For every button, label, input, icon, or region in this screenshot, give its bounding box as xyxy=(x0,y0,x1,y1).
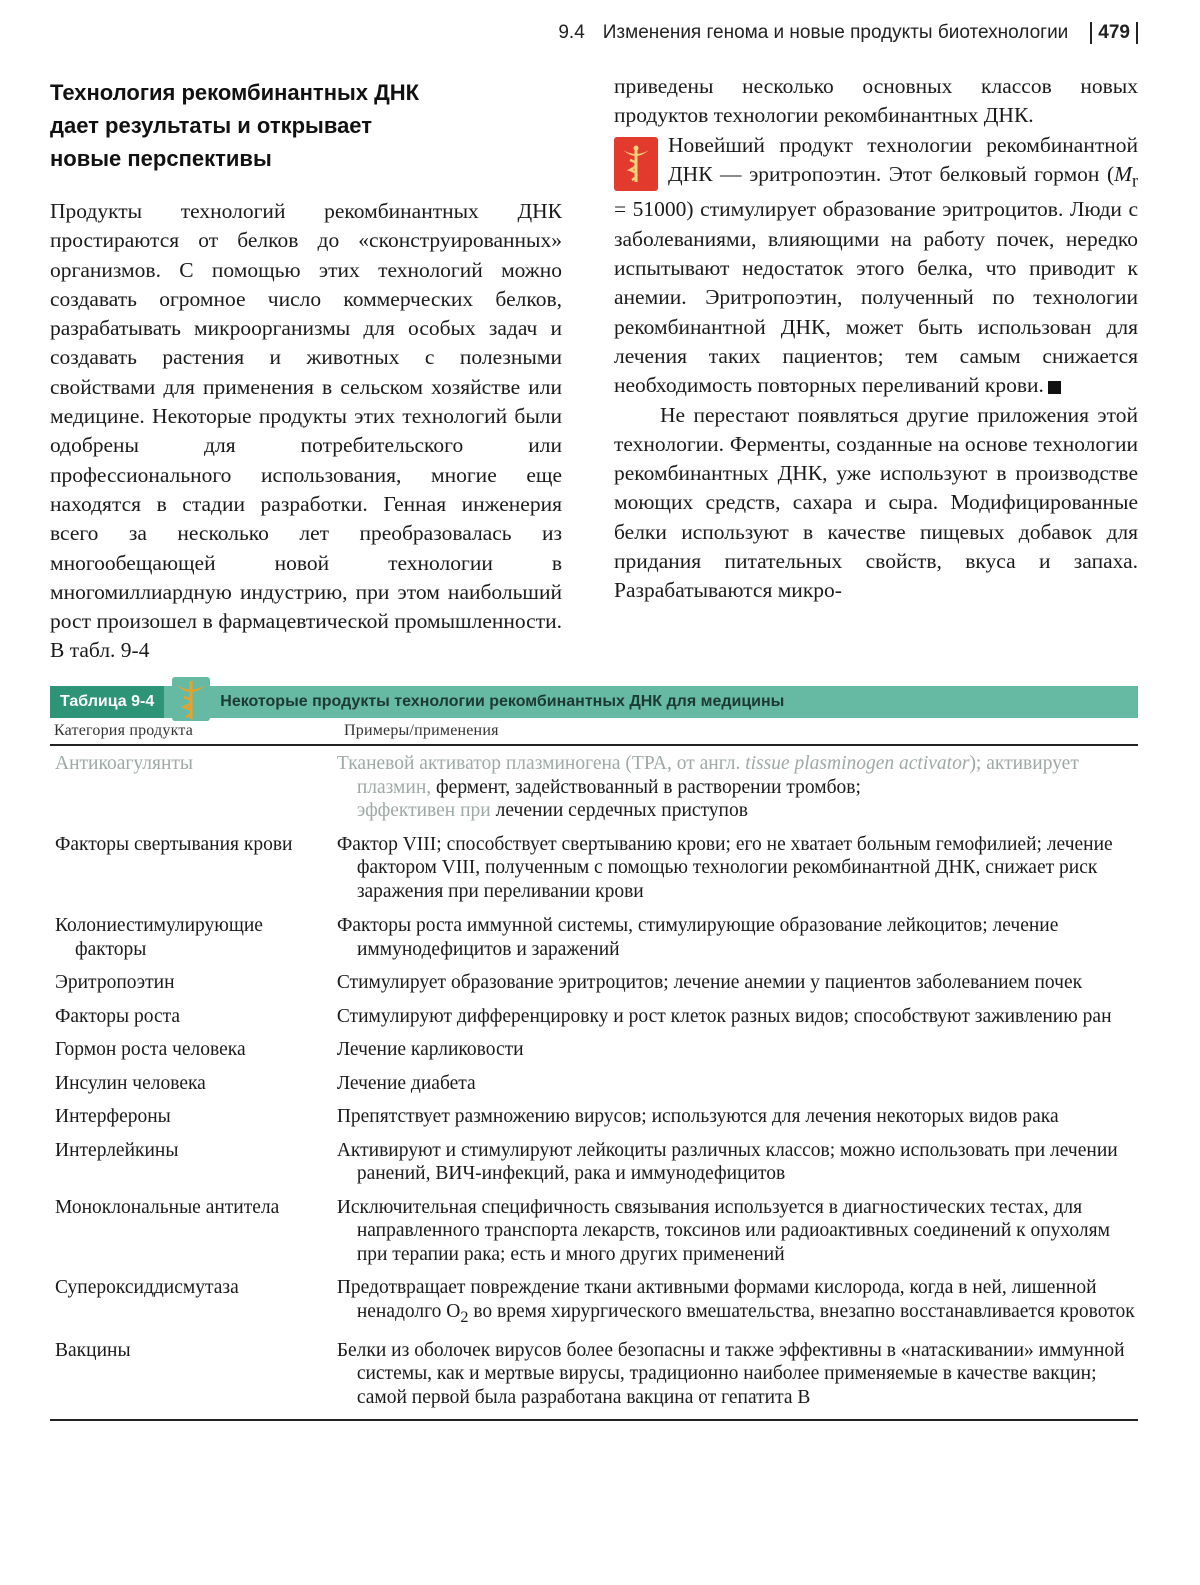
body-paragraph: Продукты технологий рекомбинантных ДНК простираются от белков до «сконструированных» организмов. С помощью этих технологий можно создавать огромное число коммерческих белков, разрабатывать микроорганизмы для особых задач и создавать растения и животных с полезными свойствами для применения в сельском хозяйстве или медицине. Некоторые продукты этих технологий были одобрены для потребительского или профессионального использования, многие еще находятся в стадии разработки. Генная инженерия всего за несколько лет преобразовалась из многообещающей новой технологии в многомиллиардную индустрию, при этом наибольший рост произошел в фармацевтической промышленности. В табл. 9-4 xyxy=(50,199,562,663)
medical-note xyxy=(614,131,1138,401)
row-category: Супероксиддисмутаза xyxy=(55,1277,239,1298)
row-examples: Фактор VIII; способствует свертыванию крови; его не хватает больным гемофилией; лечение фактором VIII, полученным с помощью технологии рекомбинантной ДНК, снижает риск заражения при переливании крови xyxy=(336,833,1113,902)
row-examples: Белки из оболочек вирусов более безопасны и также эффективны в «натаскивании» иммунной системы, как и мертвые вирусы, традиционно наиболее применяемые в качестве вакцин; самой первой была разработана вакцина от гепатита В xyxy=(336,1339,1125,1408)
table-row xyxy=(50,1005,1138,1029)
table-row xyxy=(50,1105,1138,1129)
row-examples: Стимулирует образование эритроцитов; лечение анемии у пациентов заболеванием почек xyxy=(336,972,1083,993)
row-text: во время хирургического вмешательства, внезапно восстанавливается кровоток xyxy=(468,1300,1135,1322)
row-text: фермент, задействованный в растворении тромбов; xyxy=(431,776,861,798)
page-number: 479 xyxy=(1090,22,1138,44)
table-header-bar xyxy=(50,686,1138,718)
row-examples: Препятствует размножению вирусов; используются для лечения некоторых видов рака xyxy=(336,1106,1059,1127)
table-row xyxy=(50,1072,1138,1096)
mr-symbol: M xyxy=(1114,161,1133,186)
table-row xyxy=(50,1139,1138,1186)
table-row xyxy=(50,914,1138,961)
row-examples: Лечение карликовости xyxy=(336,1039,524,1060)
running-head xyxy=(556,18,1138,48)
row-text: Тканевой активатор плазминогена (TPA, от англ. xyxy=(336,753,746,774)
left-column xyxy=(50,72,562,666)
table-label: Таблица 9-4 xyxy=(50,686,164,718)
row-examples: Активируют и стимулируют лейкоциты различных классов; можно использовать при лечении ранений, ВИЧ-инфекций, рака и иммунодефицитов xyxy=(336,1139,1118,1184)
row-category: Вакцины xyxy=(55,1339,131,1361)
row-examples: Лечение диабета xyxy=(336,1072,476,1094)
row-text: ); активирует плазмин, xyxy=(356,753,1079,798)
products-table xyxy=(50,686,1138,1421)
o2-subscript: 2 xyxy=(460,1307,469,1326)
table-row xyxy=(50,1196,1138,1267)
right-column xyxy=(614,72,1138,606)
table-row xyxy=(50,1276,1138,1329)
heading-line-2: дает результаты и открывает xyxy=(50,113,373,138)
running-head-title: Изменения генома и новые продукты биотехнологии xyxy=(602,22,1069,43)
row-text: эффективен при xyxy=(356,800,491,821)
section-number: 9.4 xyxy=(558,22,585,43)
caduceus-icon xyxy=(614,137,658,191)
row-text: лечении сердечных приступов xyxy=(490,800,748,821)
continuation-paragraph: приведены несколько основных классов новых продуктов технологии рекомбинантных ДНК. xyxy=(614,74,1138,128)
row-examples: Факторы роста иммунной системы, стимулирующие образование лейкоцитов; лечение иммунодефицитов и заражений xyxy=(336,915,1059,960)
row-examples xyxy=(337,1276,1138,1329)
table-row xyxy=(50,752,1138,823)
row-italic-text: tissue plasminogen activator xyxy=(745,753,970,774)
table-column-headers xyxy=(50,718,1138,746)
row-text: Предотвращает повреждение ткани активными формами кислорода, когда в ней, лишенной ненадолго O xyxy=(336,1277,1097,1322)
row-category: Факторы свертывания крови xyxy=(55,833,293,855)
section-heading xyxy=(50,76,562,175)
mr-subscript: r xyxy=(1132,170,1138,191)
row-category: Антикоагулянты xyxy=(55,753,194,774)
table-row xyxy=(50,971,1138,995)
caduceus-icon xyxy=(172,677,210,721)
heading-line-3: новые перспективы xyxy=(50,146,272,171)
note-text-a: Новейший продукт технологии рекомбинантной ДНК — эритропоэтин. Этот белковый гормон ( xyxy=(668,132,1138,186)
table-bottom-rule xyxy=(50,1419,1138,1421)
table-title: Некоторые продукты технологии рекомбинантных ДНК для медицины xyxy=(220,693,785,710)
table-body xyxy=(50,752,1138,1409)
row-examples: Исключительная специфичность связывания используется в диагностических тестах, для направленного транспорта лекарств, токсинов или радиоактивных соединений к опухолям при терапии рака; есть и много других применений xyxy=(336,1196,1110,1265)
row-examples xyxy=(337,752,1138,823)
row-category: Факторы роста xyxy=(55,1005,181,1027)
body-paragraph-2: Не перестают появляться другие приложения этой технологии. Ферменты, созданные на основе технологии рекомбинантных ДНК, уже используют в производстве моющих средств, сахара и сыра. Модифицированные белки используют в качестве пищевых добавок для придания питательных свойств, вкуса и запаха. Разрабатываются микро- xyxy=(614,402,1138,603)
note-text-b: = 51000) стимулирует образование эритроцитов. Люди с заболеваниями, влияющими на работу почек, нередко испытывают недостаток этого белка, что приводит к анемии. Эритропоэтин, полученный по технологии рекомбинантной ДНК, может быть использован для лечения таких пациентов; тем самым снижается необходимость повторных переливаний крови. xyxy=(614,197,1138,398)
row-category: Интерлейкины xyxy=(55,1139,179,1161)
header-examples: Примеры/применения xyxy=(344,722,499,739)
row-category: Эритропоэтин xyxy=(55,972,175,993)
heading-line-1: Технология рекомбинантных ДНК xyxy=(50,80,420,105)
row-examples: Стимулируют дифференцировку и рост клеток разных видов; способствуют заживлению ран xyxy=(336,1005,1112,1027)
table-row xyxy=(50,1339,1138,1410)
end-mark-icon xyxy=(1048,381,1061,394)
row-category: Колониестимулирующие факторы xyxy=(55,915,263,960)
row-category: Интерфероны xyxy=(55,1106,171,1127)
header-category: Категория продукта xyxy=(54,722,194,739)
row-category: Инсулин человека xyxy=(55,1072,206,1094)
row-category: Гормон роста человека xyxy=(55,1039,246,1060)
table-row xyxy=(50,833,1138,904)
table-row xyxy=(50,1038,1138,1062)
row-category: Моноклональные антитела xyxy=(55,1196,280,1218)
